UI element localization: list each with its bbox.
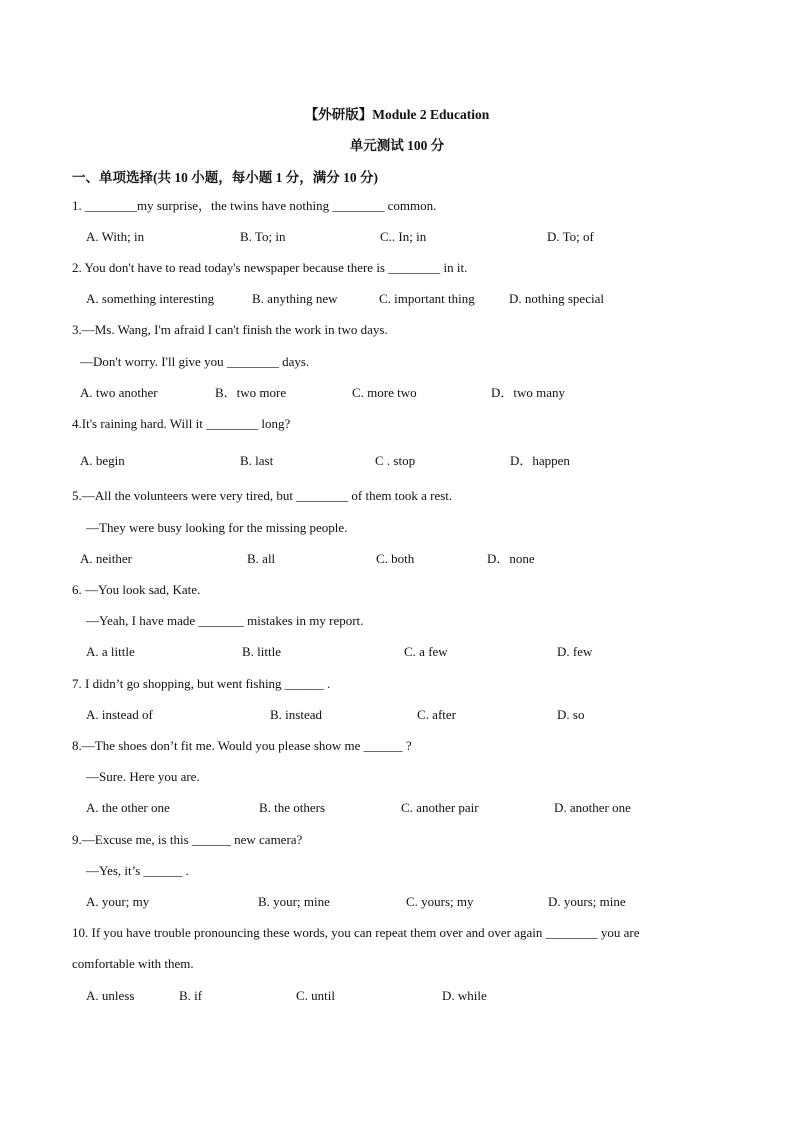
option-a: A. a little: [86, 644, 135, 659]
question-text: 10. If you have trouble pronouncing these words, you can repeat them over and over again ________ you are: [72, 925, 640, 940]
option-c: C. a few: [404, 644, 448, 659]
option-b: B. To; in: [240, 229, 286, 244]
option-a: A. your; my: [86, 894, 150, 909]
question-text: 5.—All the volunteers were very tired, but ________ of them took a rest.: [72, 488, 453, 503]
question-7: [0, 674, 794, 694]
question-5-options: [0, 549, 794, 569]
option-b: B. the others: [259, 800, 326, 815]
reply-text: —Yeah, I have made _______ mistakes in my report.: [86, 613, 364, 628]
reply-text: —Don't worry. I'll give you ________ days.: [80, 354, 310, 369]
option-c: C. important thing: [379, 291, 475, 306]
section-heading: 一、单项选择(共 10 小题，每小题 1 分，满分 10 分): [72, 170, 378, 185]
option-d: D. while: [442, 988, 487, 1003]
option-d: D. To; of: [547, 229, 594, 244]
option-c: C. until: [296, 988, 336, 1003]
option-a: A. two another: [80, 385, 158, 400]
option-d: D．happen: [510, 453, 570, 468]
option-b: B. anything new: [252, 291, 338, 306]
option-a: A. instead of: [86, 707, 153, 722]
question-5-reply: [0, 518, 794, 538]
question-text: 3.—Ms. Wang, I'm afraid I can't finish the work in two days.: [72, 322, 388, 337]
option-b: B. your; mine: [258, 894, 330, 909]
option-d: D．none: [487, 551, 535, 566]
question-5: [0, 486, 794, 506]
question-text: 9.—Excuse me, is this ______ new camera?: [72, 832, 303, 847]
question-4-options: [0, 451, 794, 471]
option-b: B. little: [242, 644, 281, 659]
option-b: B. instead: [270, 707, 322, 722]
question-text: 6. —You look sad, Kate.: [72, 582, 201, 597]
option-c: C. yours; my: [406, 894, 474, 909]
question-text: 2. You don't have to read today's newspaper because there is ________ in it.: [72, 260, 468, 275]
question-6: [0, 580, 794, 600]
question-text: 8.—The shoes don’t fit me. Would you please show me ______ ?: [72, 738, 412, 753]
option-b: B. if: [179, 988, 203, 1003]
option-a: A. unless: [86, 988, 135, 1003]
question-text-continued: comfortable with them.: [72, 956, 194, 971]
question-3-options: [0, 383, 794, 403]
question-1-options: [0, 227, 794, 247]
option-c: C . stop: [375, 453, 416, 468]
question-8: [0, 736, 794, 756]
option-d: D. so: [557, 707, 585, 722]
page-title: 【外研版】Module 2 Education: [304, 107, 490, 122]
question-2-options: [0, 289, 794, 309]
question-3: [0, 320, 794, 340]
option-d: D．two many: [491, 385, 566, 400]
option-a: A. neither: [80, 551, 132, 566]
question-7-options: [0, 705, 794, 725]
question-3-reply: [0, 352, 794, 372]
question-8-reply: [0, 767, 794, 787]
question-text: 7. I didn’t go shopping, but went fishing ______ .: [72, 676, 331, 691]
question-6-options: [0, 642, 794, 662]
question-9-reply: [0, 861, 794, 881]
question-8-options: [0, 798, 794, 818]
option-b: B. last: [240, 453, 274, 468]
option-c: C. more two: [352, 385, 417, 400]
question-10: [0, 923, 794, 943]
option-d: D. few: [557, 644, 593, 659]
option-b: B. all: [247, 551, 276, 566]
option-a: A. begin: [80, 453, 125, 468]
question-10-options: [0, 986, 794, 1006]
option-c: C. both: [376, 551, 415, 566]
option-c: C.. In; in: [380, 229, 427, 244]
reply-text: —Yes, it’s ______ .: [86, 863, 190, 878]
question-1: [0, 196, 794, 216]
question-text: 4.It's raining hard. Will it ________ long?: [72, 416, 291, 431]
question-4: [0, 414, 794, 434]
option-d: D. another one: [554, 800, 631, 815]
question-9-options: [0, 892, 794, 912]
page-subtitle: 单元测试 100 分: [349, 138, 445, 153]
question-2: [0, 258, 794, 278]
option-a: A. something interesting: [86, 291, 215, 306]
question-text: 1. ________my surprise，the twins have nothing ________ common.: [72, 198, 437, 213]
option-c: C. another pair: [401, 800, 479, 815]
question-10-continued: [0, 954, 794, 974]
question-9: [0, 830, 794, 850]
reply-text: —Sure. Here you are.: [86, 769, 200, 784]
question-6-reply: [0, 611, 794, 631]
option-c: C. after: [417, 707, 456, 722]
option-b: B．two more: [215, 385, 287, 400]
option-a: A. the other one: [86, 800, 170, 815]
option-d: D. yours; mine: [548, 894, 626, 909]
reply-text: —They were busy looking for the missing people.: [86, 520, 348, 535]
option-a: A. With; in: [86, 229, 145, 244]
option-d: D. nothing special: [509, 291, 604, 306]
